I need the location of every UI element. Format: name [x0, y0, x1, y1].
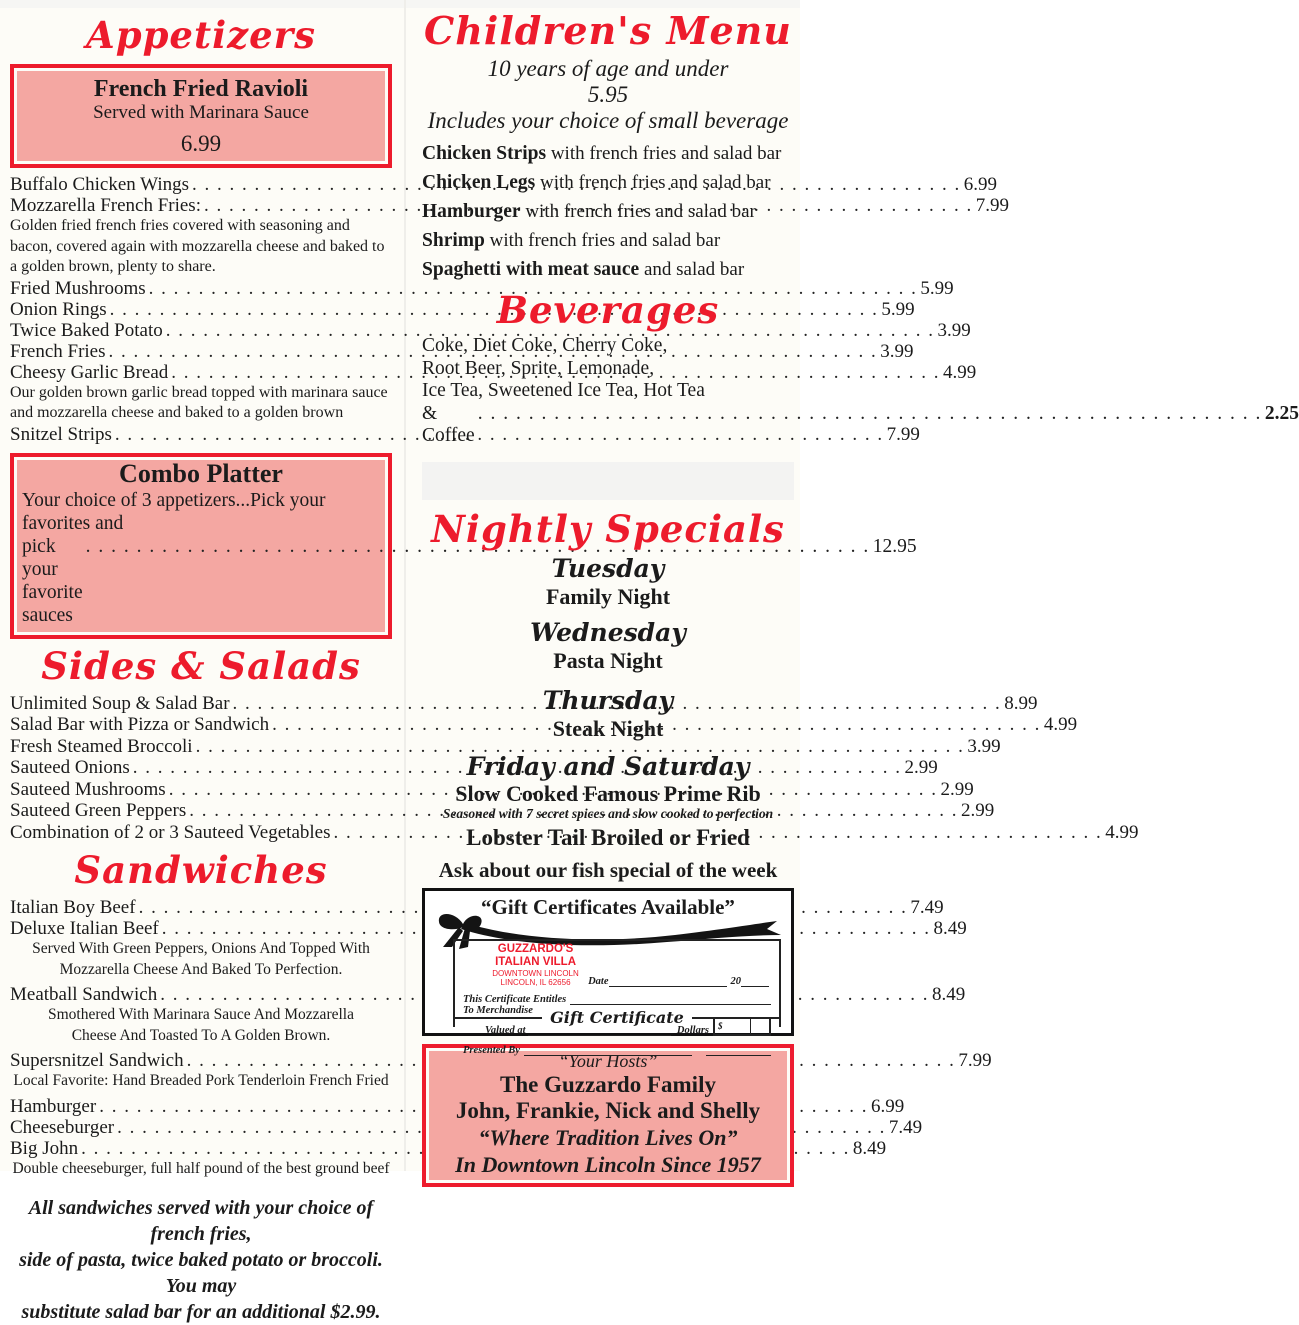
beverages-title: Beverages [496, 288, 720, 332]
special-day: Tuesday [551, 553, 665, 583]
item-price: 3.99 [880, 340, 914, 362]
item-name: Salad Bar with Pizza or Sandwich [10, 714, 270, 735]
item-name: Sauteed Mushrooms [10, 778, 166, 800]
combo-text: pick your favorite sauces [22, 535, 83, 626]
menu-item-row [10, 277, 954, 299]
sandwiches-footer-note [10, 1195, 392, 1325]
year-prefix: 20 [730, 975, 741, 987]
gift-certificate-box [422, 888, 794, 1056]
item-name: Cheeseburger [10, 1116, 115, 1138]
featured-item-subtitle: Served with Marinara Sauce [93, 102, 309, 123]
item-name: Mozzarella French Fries: [10, 195, 201, 216]
certificate-business-block [483, 943, 588, 987]
item-price: 3.99 [937, 319, 971, 341]
special-note: Seasoned with 7 secret spices and slow cooked to perfection [442, 805, 774, 821]
appetizers-title: Appetizers [85, 13, 316, 57]
business-address: LINCOLN, IL 62656 [500, 977, 571, 987]
menu-item-row [10, 735, 1001, 758]
certificate-date-row [588, 953, 769, 987]
special-name: Lobster Tail Broiled or Fried [466, 824, 750, 850]
menu-item-row [422, 202, 794, 222]
item-name: Snitzel Strips [10, 423, 112, 445]
item-name: Twice Baked Potato [10, 319, 163, 341]
childrens-items-list [422, 144, 794, 280]
item-price: 2.99 [940, 778, 974, 800]
item-detail: with french fries and salad bar [520, 201, 756, 222]
valued-label: Valued at [485, 1024, 526, 1036]
item-name: Hamburger [422, 201, 521, 222]
item-name: Combination of 2 or 3 Sauteed Vegetables [10, 821, 331, 843]
presented-blank-line [524, 1047, 692, 1056]
item-detail: with french fries and salad bar [546, 143, 782, 164]
special-day: Wednesday [530, 617, 686, 647]
item-name: Onion Rings [10, 298, 107, 320]
item-name: Chicken Strips [422, 143, 547, 164]
menu-item-row [10, 918, 967, 939]
item-description: Local Favorite: Hand Breaded Pork Tenderloin French Fried [13, 1072, 389, 1089]
special-name: Slow Cooked Famous Prime Rib [455, 780, 761, 806]
item-price: 2.25 [1264, 402, 1299, 424]
item-detail: with french fries and salad bar [535, 172, 771, 193]
item-price: 4.99 [1105, 821, 1139, 843]
menu-item-row [422, 260, 794, 280]
item-name: Fried Mushrooms [10, 277, 146, 299]
item-name: Big John [10, 1137, 79, 1159]
item-name: French Fries [10, 340, 106, 362]
hosts-location: In Downtown Lincoln Since 1957 [455, 1151, 761, 1177]
childrens-age-note: 10 years of age and under [487, 56, 729, 81]
hosts-title: “Your Hosts” [558, 1050, 658, 1071]
special-name: Steak Night [552, 715, 664, 741]
menu-item-row [422, 231, 794, 251]
sandwiches-title: Sandwiches [74, 848, 328, 892]
scan-artifact-box [422, 462, 794, 500]
hosts-family-name: The Guzzardo Family [500, 1071, 716, 1097]
certificate-form [453, 939, 781, 1056]
presented-blank-line [706, 1047, 771, 1056]
item-description: Served With Green Peppers, Onions And Topped With Mozzarella Cheese And Baked To Perfection. [32, 940, 370, 978]
beverage-line: Coke, Diet Coke, Cherry Coke, [422, 335, 668, 356]
special-name: Pasta Night [553, 647, 663, 673]
hosts-motto: “Where Tradition Lives On” [478, 1124, 738, 1150]
item-description: Golden fried french fries covered with seasoning and bacon, covered again with mozzarella cheese and baked to a golden brown, plenty to share. [10, 217, 385, 275]
item-name: Hamburger [10, 1095, 97, 1117]
childrens-menu-title: Children's Menu [424, 8, 792, 53]
item-price: 5.99 [881, 298, 915, 320]
featured-item-price: 6.99 [180, 131, 222, 156]
item-detail: and salad bar [639, 259, 745, 280]
combo-platter-title: Combo Platter [119, 458, 283, 488]
item-price: 6.99 [963, 174, 998, 195]
business-address: DOWNTOWN LINCOLN [492, 968, 579, 978]
item-name: Fresh Steamed Broccoli [10, 735, 193, 757]
item-detail: with french fries and salad bar [484, 230, 721, 251]
dot-leader [478, 403, 1262, 426]
hosts-members: John, Frankie, Nick and Shelly [455, 1097, 761, 1123]
childrens-beverage-note: Includes your choice of small beverage [427, 108, 789, 133]
entitles-blank-line [570, 996, 771, 1005]
item-name: & Coffee [422, 402, 475, 446]
special-day: Friday and Saturday [466, 751, 750, 781]
business-name: GUZZARDO'S ITALIAN VILLA [495, 942, 576, 968]
certificate-entitles-row [463, 994, 771, 1005]
item-price: 2.99 [960, 800, 995, 821]
special-name: Family Night [545, 583, 671, 609]
date-blank-line [609, 978, 727, 987]
sides-salads-title: Sides & Salads [41, 643, 361, 688]
item-description: Double cheeseburger, full half pound of the best ground beef [12, 1159, 390, 1177]
item-name: Spaghetti with meat sauce [422, 259, 640, 280]
menu-item-row [10, 319, 971, 341]
your-hosts-box [422, 1044, 794, 1187]
featured-item-name: French Fried Ravioli [93, 76, 309, 102]
presented-label: Presented By [463, 1044, 520, 1056]
item-name: Sauteed Green Peppers [10, 800, 187, 821]
gift-certificate-label: Gift Certificate [550, 1007, 684, 1027]
item-name: Chicken Legs [422, 172, 536, 193]
entitles-label: This Certificate Entitles [463, 993, 567, 1005]
item-price: 4.99 [943, 361, 977, 383]
gift-certificates-header: “Gift Certificates Available” [481, 894, 735, 919]
dollar-sign: $ [718, 1020, 723, 1031]
item-price: 7.99 [958, 1050, 992, 1071]
footer-rule [692, 1017, 781, 1019]
item-description: Smothered With Marinara Sauce And Mozzarella Cheese And Toasted To A Golden Brown. [48, 1006, 354, 1044]
menu-item-row [422, 144, 794, 164]
item-price: 7.99 [975, 195, 1009, 216]
nightly-specials-list [422, 554, 794, 884]
merchandise-label: To Merchandise [463, 1004, 533, 1016]
childrens-price: 5.95 [587, 82, 629, 107]
year-blank-line [741, 978, 769, 987]
item-price: 2.99 [904, 757, 938, 778]
footer-note-line: substitute salad bar for an additional $2.99. [21, 1301, 381, 1323]
item-name: Buffalo Chicken Wings [10, 174, 190, 195]
item-price: 3.99 [967, 735, 1001, 757]
beverage-line: Ice Tea, Sweetened Ice Tea, Hot Tea [422, 380, 705, 401]
item-name: Meatball Sandwich [10, 984, 158, 1005]
item-price: 8.99 [1004, 692, 1038, 714]
item-name: Deluxe Italian Beef [10, 918, 159, 939]
item-price: 7.49 [910, 897, 944, 918]
certificate-footer [453, 1009, 781, 1027]
dollars-label: Dollars [676, 1024, 709, 1036]
beverage-line: Root Beer, Sprite, Lemonade, [422, 357, 655, 379]
item-price: 4.99 [1043, 714, 1078, 735]
special-day: Thursday [542, 685, 674, 715]
footer-rule [453, 1017, 542, 1019]
date-label: Date [588, 975, 609, 987]
item-price: 6.99 [870, 1095, 905, 1117]
item-name: Unlimited Soup & Salad Bar [10, 692, 230, 714]
item-price: 8.49 [933, 918, 967, 939]
item-name: Shrimp [422, 230, 485, 251]
item-name: Sauteed Onions [10, 757, 130, 778]
item-name: Italian Boy Beef [10, 897, 136, 918]
item-price: 5.99 [920, 277, 954, 299]
footer-note-line: side of pasta, twice baked potato or broccoli. You may [19, 1249, 383, 1297]
item-price: 8.49 [931, 984, 966, 1005]
footer-note-line: All sandwiches served with your choice of french fries, [28, 1197, 374, 1245]
item-name: Supersnitzel Sandwich [10, 1050, 184, 1071]
combo-price: 12.95 [872, 535, 917, 557]
valued-blank-line [528, 1027, 671, 1036]
item-name: Cheesy Garlic Bread [10, 361, 169, 383]
item-price: 7.99 [886, 423, 920, 445]
item-price: 8.49 [852, 1137, 887, 1159]
menu-item-row [422, 173, 794, 193]
item-description: Our golden brown garlic bread topped with marinara sauce and mozzarella cheese and baked to a golden brown [10, 383, 388, 421]
item-price: 7.49 [888, 1116, 923, 1138]
fish-special-note: Ask about our fish special of the week [438, 857, 778, 882]
certificate-presented-row [463, 1045, 771, 1056]
nightly-specials-title: Nightly Specials [431, 506, 785, 551]
combo-text-line1: Your choice of 3 appetizers...Pick your favorites and [22, 489, 326, 534]
featured-item-box [10, 64, 392, 168]
